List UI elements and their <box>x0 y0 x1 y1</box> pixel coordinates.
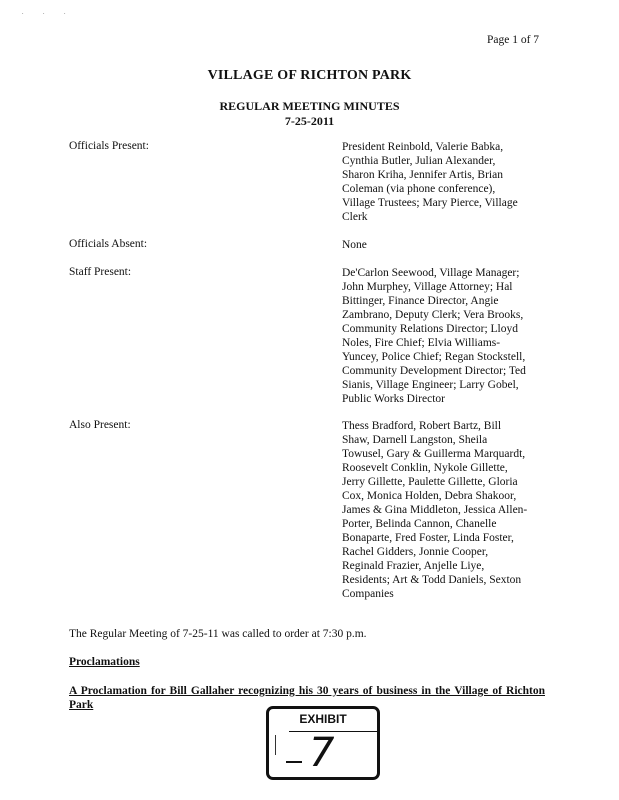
proclamations-heading: Proclamations <box>69 656 140 668</box>
also-present-line: Roosevelt Conklin, Nykole Gillette, <box>342 462 508 474</box>
staff-present-line: Public Works Director <box>342 393 445 405</box>
also-present-line: Companies <box>342 588 394 600</box>
staff-present-line: John Murphey, Village Attorney; Hal <box>342 281 513 293</box>
exhibit-label: EXHIBIT <box>299 712 347 726</box>
staff-present-line: Sianis, Village Engineer; Larry Gobel, <box>342 379 519 391</box>
also-present-line: Thess Bradford, Robert Bartz, Bill <box>342 420 502 432</box>
staff-present-line: Community Development Director; Ted <box>342 365 526 377</box>
also-present-line: Porter, Belinda Cannon, Chanelle <box>342 518 497 530</box>
officials-present-line: Cynthia Butler, Julian Alexander, <box>342 155 496 167</box>
staff-present-line: Noles, Fire Chief; Elvia Williams- <box>342 337 501 349</box>
staff-present-line: Community Relations Director; Lloyd <box>342 323 518 335</box>
also-present-list <box>342 419 547 601</box>
staff-present-list <box>342 266 547 406</box>
also-present-line: Towusel, Gary & Guillerma Marquardt, <box>342 448 526 460</box>
exhibit-number: 7 <box>309 730 335 776</box>
officials-absent-line: None <box>342 239 367 251</box>
staff-present-line: Bittinger, Finance Director, Angie <box>342 295 499 307</box>
also-present-line: Residents; Art & Todd Daniels, Sexton <box>342 574 522 586</box>
officials-present-line: Coleman (via phone conference), <box>342 183 496 195</box>
exhibit-sticker <box>266 706 380 780</box>
officials-present-line: Sharon Kriha, Jennifer Artis, Brian <box>342 169 503 181</box>
scan-specks: . . . <box>22 10 75 16</box>
staff-present-line: Zambrano, Deputy Clerk; Vera Brooks, <box>342 309 524 321</box>
officials-present-line: Clerk <box>342 211 368 223</box>
also-present-line: James & Gina Middleton, Jessica Allen- <box>342 504 528 516</box>
staff-present-label: Staff Present: <box>69 266 132 278</box>
staff-present-line: De'Carlon Seewood, Village Manager; <box>342 267 520 279</box>
officials-present-line: Village Trustees; Mary Pierce, Village <box>342 197 518 209</box>
village-title: VILLAGE OF RICHTON PARK <box>207 68 412 83</box>
exhibit-dash <box>286 761 302 763</box>
page-number: Page 1 of 7 <box>487 34 540 46</box>
staff-present-line: Yuncey, Police Chief; Regan Stockstell, <box>342 351 526 363</box>
also-present-line: Rachel Gidders, Jonnie Cooper, <box>342 546 489 558</box>
exhibit-side-mark <box>275 735 280 755</box>
meeting-title: REGULAR MEETING MINUTES <box>219 99 400 113</box>
also-present-label: Also Present: <box>69 419 131 431</box>
call-to-order-text: The Regular Meeting of 7-25-11 was called to order at 7:30 p.m. <box>69 628 367 640</box>
officials-present-label: Officials Present: <box>69 140 149 152</box>
officials-present-line: President Reinbold, Valerie Babka, <box>342 141 504 153</box>
also-present-line: Bonaparte, Fred Foster, Linda Foster, <box>342 532 514 544</box>
also-present-line: Cox, Monica Holden, Debra Shakoor, <box>342 490 517 502</box>
officials-absent-label: Officials Absent: <box>69 238 148 250</box>
also-present-line: Shaw, Darnell Langston, Sheila <box>342 434 488 446</box>
also-present-line: Reginald Frazier, Anjelle Liye, <box>342 560 485 572</box>
meeting-date: 7-25-2011 <box>284 114 335 128</box>
proclamation-item: A Proclamation for Bill Gallaher recognizing his 30 years of business in the Village of Richton Park <box>69 685 545 711</box>
also-present-line: Jerry Gillette, Paulette Gillette, Gloria <box>342 476 518 488</box>
officials-absent-list <box>342 238 547 252</box>
officials-present-list <box>342 140 547 224</box>
